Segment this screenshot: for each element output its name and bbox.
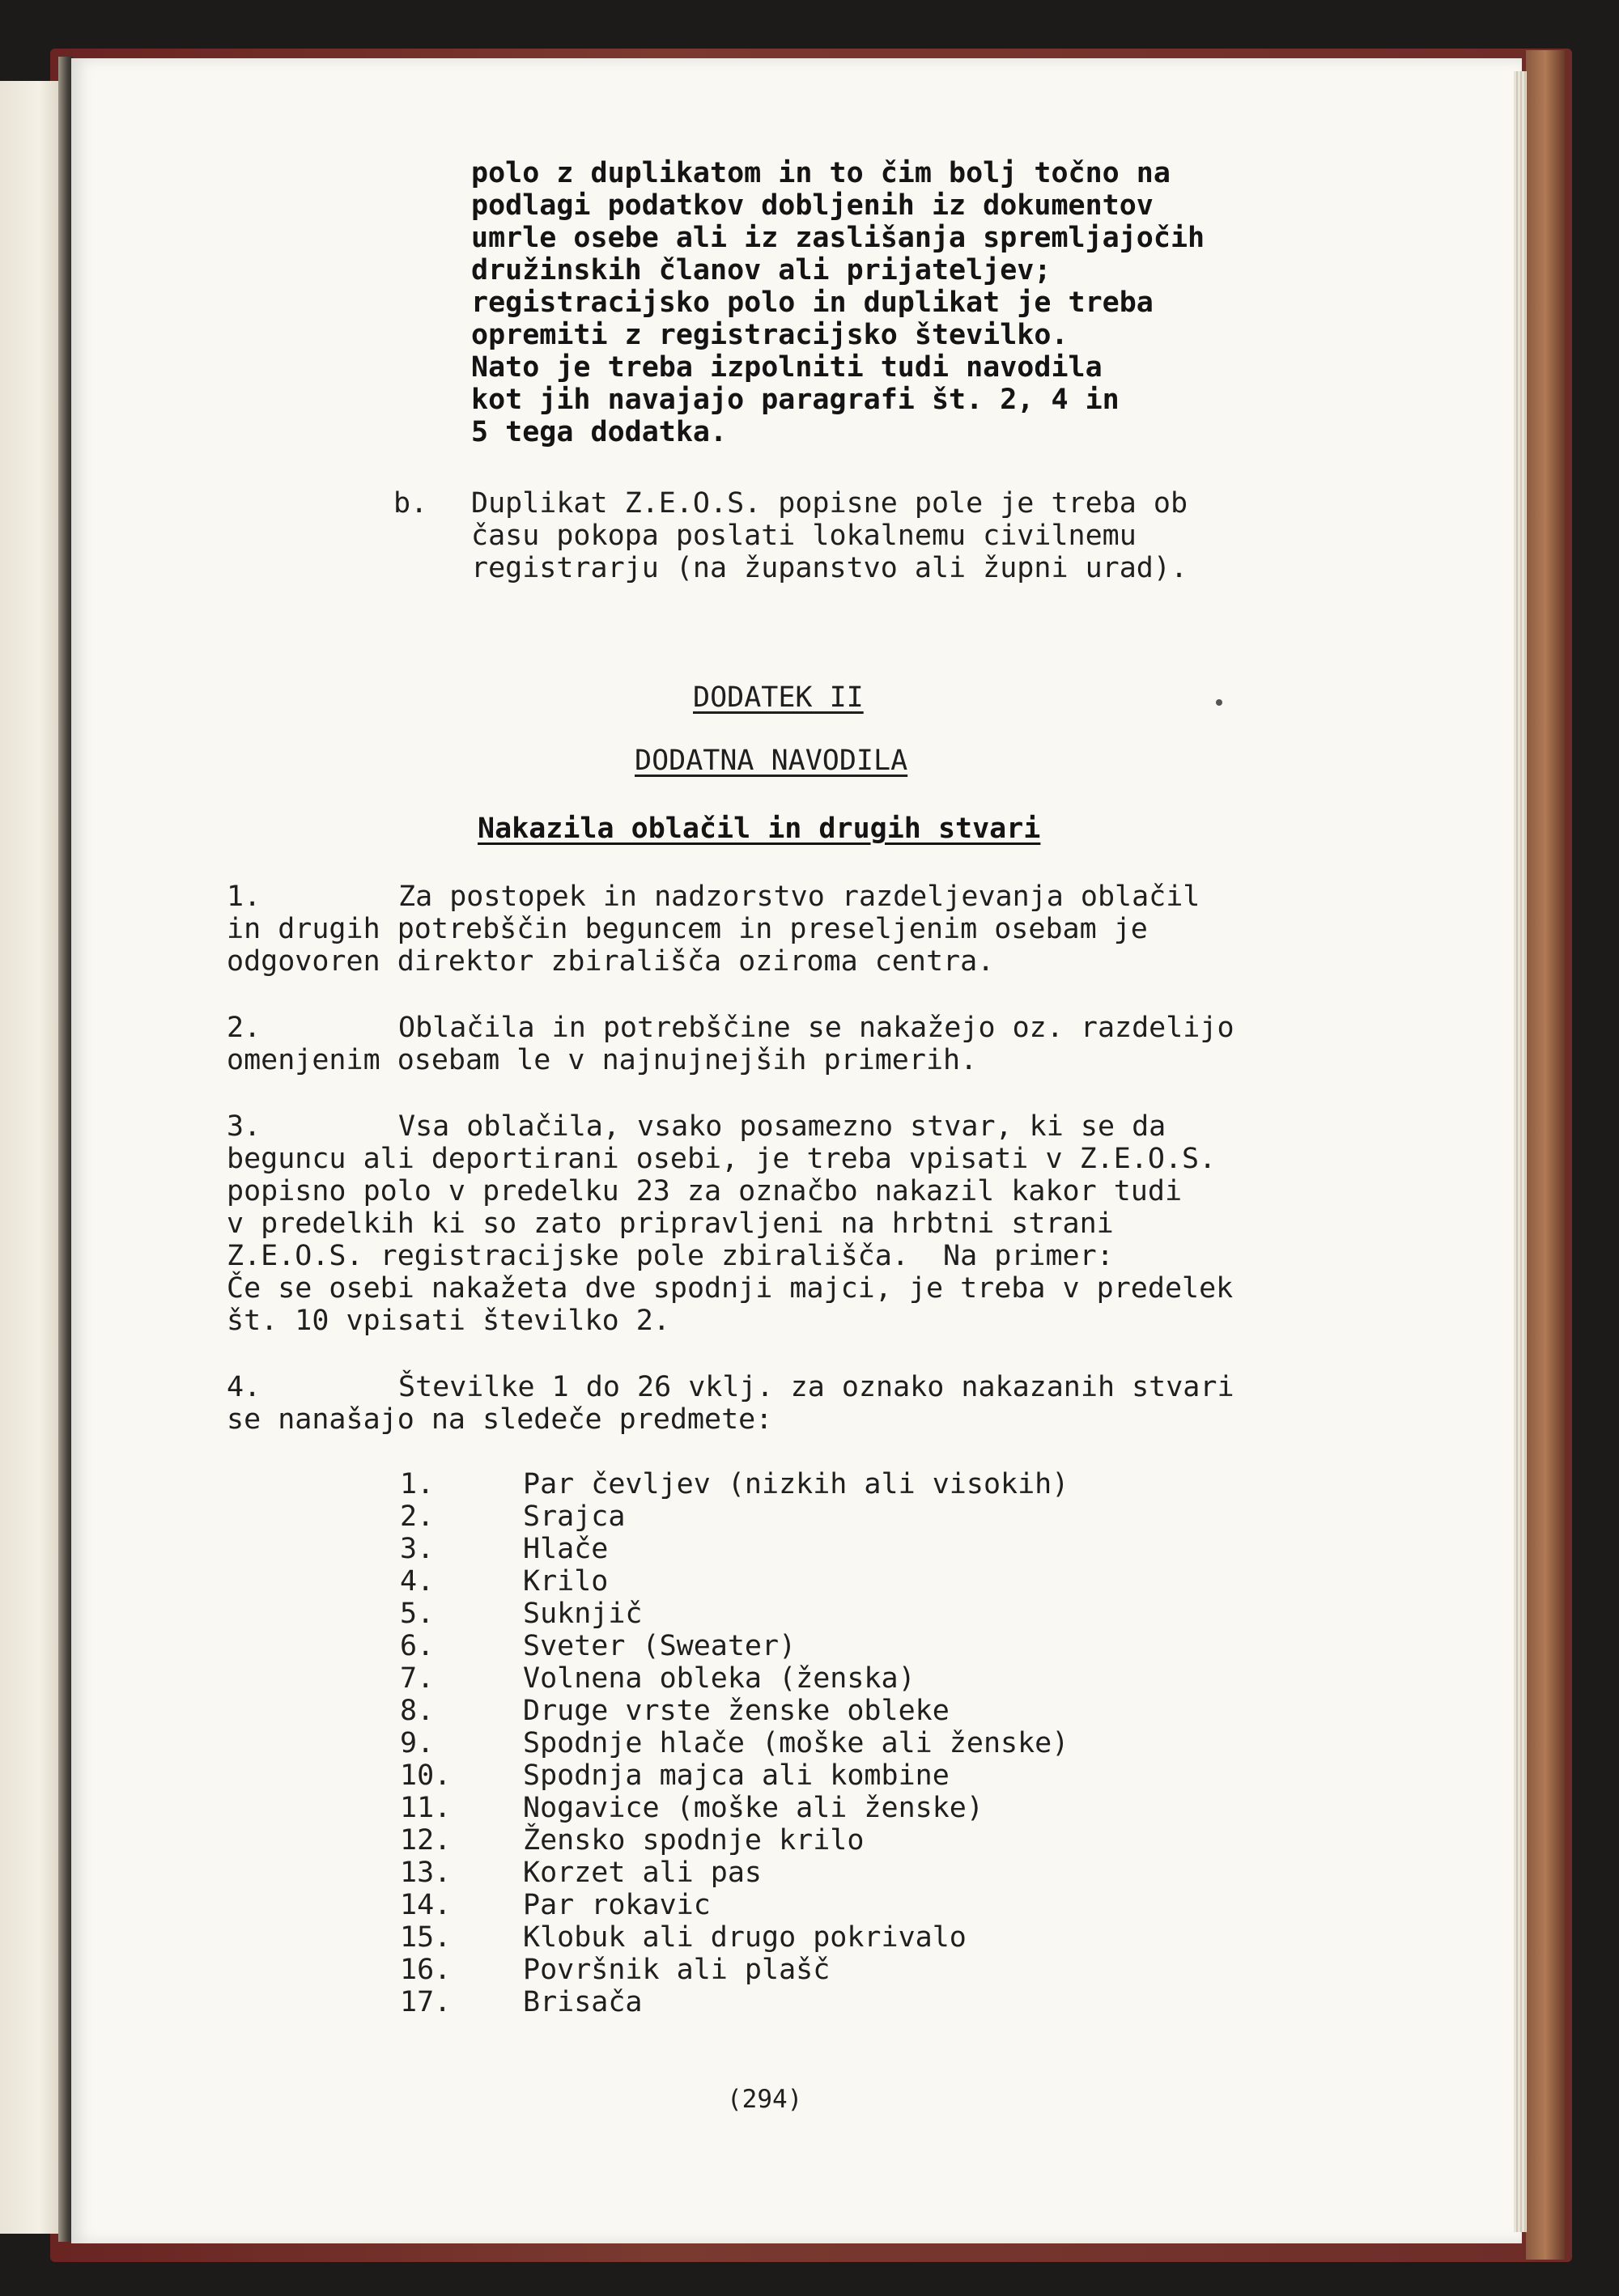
list-item-label: Nogavice (moške ali ženske) — [523, 1792, 984, 1824]
section-3-line-5: Z.E.O.S. registracijske pole zbirališča. Na primer: — [227, 1240, 1114, 1272]
subtitle-heading: Nakazila oblačil in drugih stvari — [478, 813, 1041, 845]
section-3-line-7: št. 10 vpisati številko 2. — [227, 1305, 670, 1337]
section-3-line-4: v predelkih ki so zato pripravljeni na hrbtni strani — [227, 1207, 1114, 1240]
top-line-5: registracijsko polo in duplikat je treba — [471, 286, 1154, 319]
list-item-number: 12. — [400, 1824, 452, 1857]
section-2-line-2: omenjenim osebam le v najnujnejših primerih. — [227, 1044, 978, 1076]
section-1-line-1: Za postopek in nadzorstvo razdeljevanja oblačil — [398, 881, 1200, 913]
list-item-number: 14. — [400, 1889, 452, 1921]
list-item-number: 9. — [400, 1727, 435, 1759]
list-item-number: 1. — [400, 1468, 435, 1500]
top-line-8: kot jih navajajo paragrafi št. 2, 4 in — [471, 384, 1120, 416]
section-3-line-2: beguncu ali deportirani osebi, je treba vpisati v Z.E.O.S. — [227, 1143, 1217, 1175]
section-1-line-3: odgovoren direktor zbirališča oziroma centra. — [227, 945, 995, 978]
item-b-line-1: Duplikat Z.E.O.S. popisne pole je treba ob — [471, 487, 1188, 520]
list-item-number: 16. — [400, 1954, 452, 1986]
top-line-7: Nato je treba izpolniti tudi navodila — [471, 351, 1103, 384]
top-line-2: podlagi podatkov dobljenih iz dokumentov — [471, 189, 1154, 222]
list-item-label: Par čevljev (nizkih ali visokih) — [523, 1468, 1069, 1500]
list-item-label: Spodnje hlače (moške ali ženske) — [523, 1727, 1069, 1759]
list-item-number: 5. — [400, 1598, 435, 1630]
list-item-number: 8. — [400, 1695, 435, 1727]
top-line-9: 5 tega dodatka. — [471, 416, 728, 448]
list-item-label: Korzet ali pas — [523, 1857, 763, 1889]
section-2-number: 2. — [227, 1012, 261, 1044]
section-1-number: 1. — [227, 881, 261, 913]
top-line-1: polo z duplikatom in to čim bolj točno na — [471, 157, 1171, 189]
document-page — [71, 58, 1522, 2243]
list-item-number: 7. — [400, 1662, 435, 1695]
top-line-6: opremiti z registracijsko številko. — [471, 319, 1069, 351]
section-4-line-1: Številke 1 do 26 vklj. za oznako nakazanih stvari — [398, 1371, 1234, 1403]
list-item-label: Suknjič — [523, 1598, 643, 1630]
list-item-label: Srajca — [523, 1500, 626, 1533]
section-3-line-6: Če se osebi nakažeta dve spodnji majci, je treba v predelek — [227, 1272, 1234, 1305]
list-item-label: Površnik ali plašč — [523, 1954, 831, 1986]
section-4-line-2: se nanašajo na sledeče predmete: — [227, 1403, 773, 1436]
list-item-number: 2. — [400, 1500, 435, 1533]
section-3-number: 3. — [227, 1110, 261, 1143]
list-item-number: 17. — [400, 1986, 452, 2018]
list-item-label: Žensko spodnje krilo — [523, 1824, 865, 1857]
item-b-line-2: času pokopa poslati lokalnemu civilnemu — [471, 520, 1137, 552]
facing-page — [0, 81, 65, 2234]
list-item-number: 10. — [400, 1759, 452, 1792]
list-item-label: Par rokavic — [523, 1889, 711, 1921]
list-item-number: 15. — [400, 1921, 452, 1954]
item-b-marker: b. — [393, 487, 428, 520]
instructions-heading: DODATNA NAVODILA — [635, 745, 908, 777]
list-item-label: Brisača — [523, 1986, 643, 2018]
item-b-line-3: registrarju (na županstvo ali župni urad). — [471, 552, 1188, 584]
list-item-number: 13. — [400, 1857, 452, 1889]
list-item-label: Hlače — [523, 1533, 609, 1565]
list-item-number: 4. — [400, 1565, 435, 1598]
list-item-number: 6. — [400, 1630, 435, 1662]
page-number: (294) — [727, 2085, 803, 2114]
list-item-label: Druge vrste ženske obleke — [523, 1695, 950, 1727]
list-item-label: Krilo — [523, 1565, 609, 1598]
section-2-line-1: Oblačila in potrebščine se nakažejo oz. razdelijo — [398, 1012, 1234, 1044]
section-1-line-2: in drugih potrebščin beguncem in preseljenim osebam je — [227, 913, 1148, 945]
list-item-number: 3. — [400, 1533, 435, 1565]
section-3-line-1: Vsa oblačila, vsako posamezno stvar, ki se da — [398, 1110, 1166, 1143]
section-3-line-3: popisno polo v predelku 23 za označbo nakazil kakor tudi — [227, 1175, 1183, 1207]
annex-heading: DODATEK II — [693, 681, 864, 714]
ink-speck — [1216, 699, 1222, 706]
top-line-3: umrle osebe ali iz zaslišanja spremljajočih — [471, 222, 1205, 254]
cover-edge — [1526, 50, 1565, 2260]
list-item-number: 11. — [400, 1792, 452, 1824]
list-item-label: Sveter (Sweater) — [523, 1630, 797, 1662]
top-line-4: družinskih članov ali prijateljev; — [471, 254, 1052, 286]
list-item-label: Volnena obleka (ženska) — [523, 1662, 916, 1695]
list-item-label: Klobuk ali drugo pokrivalo — [523, 1921, 967, 1954]
list-item-label: Spodnja majca ali kombine — [523, 1759, 950, 1792]
page-stack-edge — [1514, 71, 1527, 2232]
section-4-number: 4. — [227, 1371, 261, 1403]
